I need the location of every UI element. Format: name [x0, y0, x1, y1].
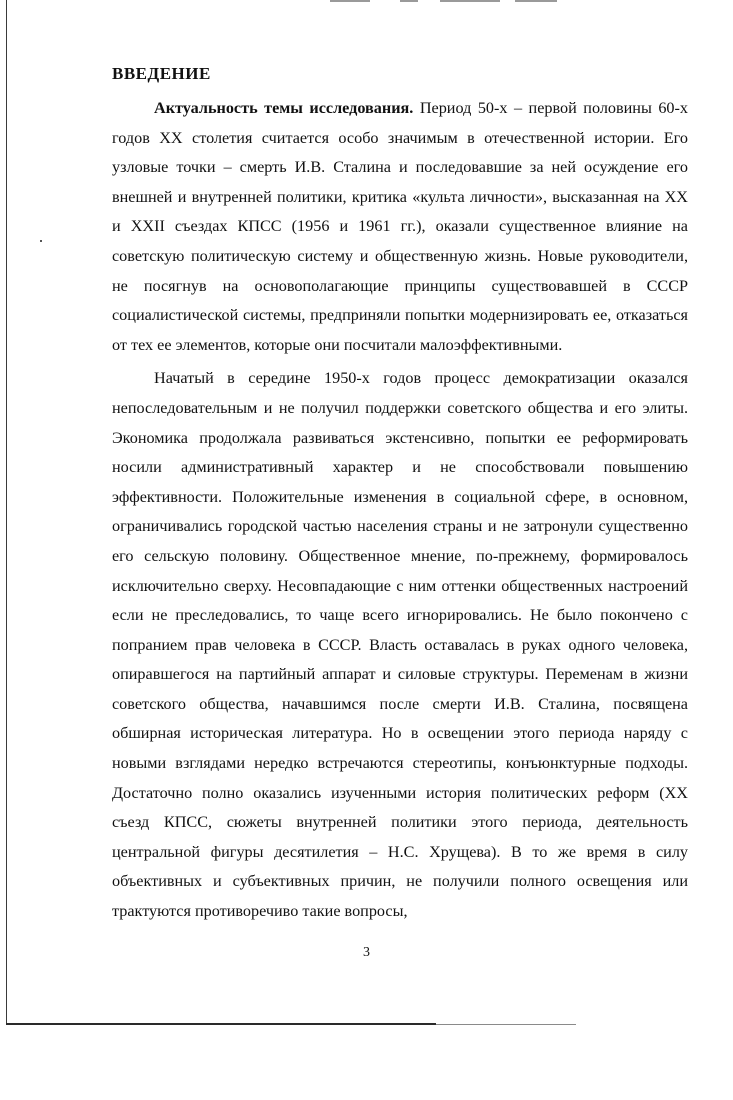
scan-speck — [40, 240, 42, 242]
scan-left-edge — [6, 0, 7, 1024]
paragraph-lead: Актуальность темы исследования. — [154, 99, 414, 117]
paragraph-2 — [112, 364, 688, 926]
paragraph-text: Начатый в середине 1950-х годов процесс демократизации оказался непоследовательным и не получил поддержки советского общества и его элиты. Экономика продолжала развиваться экстенсивно, попытки ее реформировать носили административный характер и не способствовали повышению эффективности. Положительные изменения в социальной сфере, в основном, ограничивались городской частью населения страны и не затронули существенно его сельскую половину. Общественное мнение, по-прежнему, формировалось исключительно сверху. Несовпадающие с ним оттенки общественных настроений если не преследовались, то чаще всего игнорировались. Не было покончено с попранием прав человека в СССР. Власть оставалась в руках одного человека, опиравшегося на партийный аппарат и силовые структуры. Переменам в жизни советского общества, начавшимся после смерти И.В. Сталина, посвящена обширная историческая литература. Но в освещении этого периода наряду с новыми взглядами нередко встречаются стереотипы, конъюнктурные подходы. Достаточно полно оказались изученными история политических реформ (XX съезд КПСС, сюжеты внутренней политики этого периода, деятельность центральной фигуры десятилетия – Н.С. Хрущева). В то же время в силу объективных и субъективных причин, не получили полного освещения или трактуются противоречиво такие вопросы, — [112, 369, 688, 921]
paragraph-text: Период 50-х – первой половины 60-х годов XX столетия считается особо значимым в отечественной истории. Его узловые точки – смерть И.В. Сталина и последовавшие за ней осуждение его внешней и внутренней политики, критика «культа личности», высказанная на XX и XXII съездах КПСС (1956 и 1961 гг.), оказали существенное влияние на советскую политическую систему и общественную жизнь. Новые руководители, не посягнув на основополагающие принципы существовавшей в СССР социалистической системы, предприняли попытки модернизировать ее, отказаться от тех ее элементов, которые они посчитали малоэффективными. — [112, 99, 688, 354]
scan-bottom-edge — [6, 1023, 436, 1025]
paragraph-1 — [112, 94, 688, 360]
page-number: 3 — [363, 945, 370, 960]
section-heading: ВВЕДЕНИЕ — [112, 64, 211, 83]
body-text — [112, 94, 688, 927]
scan-top-artifact — [330, 0, 560, 3]
scan-bottom-edge-tail — [436, 1024, 576, 1025]
